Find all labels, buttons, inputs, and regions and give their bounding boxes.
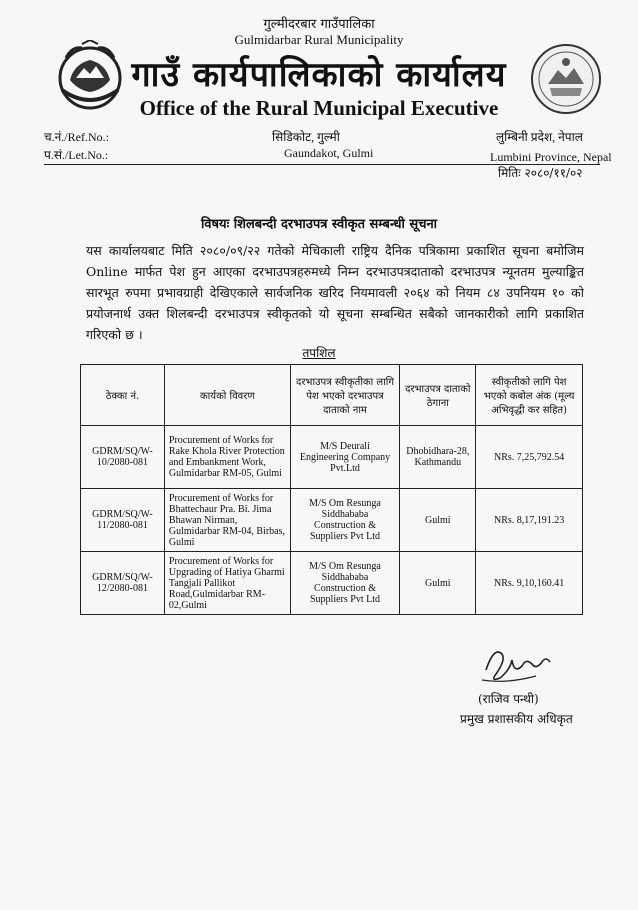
municipality-name-nepali: गुल्मीदरबार गाउँपालिका bbox=[263, 17, 375, 32]
schedule-label: तपशिल bbox=[302, 346, 336, 360]
work-description-cell: Procurement of Works for Upgrading of Hatiya Gharmi Tangjali Pallikot Road,Gulmidarbar RM-02,Gulmi bbox=[164, 552, 290, 615]
office-title-english: Office of the Rural Municipal Executive bbox=[139, 96, 499, 120]
municipality-name-english: Gulmidarbar Rural Municipality bbox=[234, 32, 404, 47]
office-address-english: Gaundakot, Gulmi bbox=[284, 146, 374, 160]
bid-amount-cell: NRs. 9,10,160.41 bbox=[476, 552, 583, 615]
let-no-label: प.सं./Let.No.: bbox=[44, 148, 109, 162]
column-header-work-description: कार्यको विवरण bbox=[164, 365, 290, 426]
work-description-cell: Procurement of Works for Rake Khola River Protection and Embankment Work, Gulmidarbar RM-05, Gulmi bbox=[164, 426, 290, 489]
handwritten-signature bbox=[476, 640, 556, 686]
bidder-address-cell: Dhobidhara-28, Kathmandu bbox=[400, 426, 476, 489]
notice-subject: विषयः शिलबन्दी दरभाउपत्र स्वीकृत सम्बन्धी सूचना bbox=[200, 217, 438, 232]
bidder-name-cell: M/S Om Resunga Siddhababa Construction & Suppliers Pvt Ltd bbox=[290, 552, 400, 615]
contract-no-cell: GDRM/SQ/W-10/2080-081 bbox=[81, 426, 165, 489]
contract-no-cell: GDRM/SQ/W-12/2080-081 bbox=[81, 552, 165, 615]
column-header-contract-no: ठेक्का नं. bbox=[81, 365, 165, 426]
bidder-address-cell: Gulmi bbox=[400, 552, 476, 615]
bidder-address-cell: Gulmi bbox=[400, 489, 476, 552]
table-header-row bbox=[81, 365, 583, 426]
contract-no-cell: GDRM/SQ/W-11/2080-081 bbox=[81, 489, 165, 552]
signatory-name: (राजिव पन्थी) bbox=[478, 692, 539, 706]
bid-amount-cell: NRs. 8,17,191.23 bbox=[476, 489, 583, 552]
bidder-name-cell: M/S Deurali Engineering Company Pvt.Ltd bbox=[290, 426, 400, 489]
province-nepali: लुम्बिनी प्रदेश, नेपाल bbox=[496, 130, 583, 144]
office-address-nepali: सिडिकोट, गुल्मी bbox=[272, 130, 340, 144]
signatory-title: प्रमुख प्रशासकीय अधिकृत bbox=[460, 712, 573, 726]
column-header-bidder-address: दरभाउपत्र दाताको ठेगाना bbox=[400, 365, 476, 426]
notice-body: यस कार्यालयबाट मिति २०८०/०९/२२ गतेको मेचिकाली राष्ट्रिय दैनिक पत्रिकामा प्रकाशित सूचना बमोजिम Online मार्फत पेश हुन आएका दरभाउपत्रहरुमध्ये निम्न दरभाउपत्रदाताको दरभाउपत्र न्यूनतम मुल्याङ्कित सारभूत रुपमा प्रभावग्राही देखिएकाले सार्वजनिक खरिद नियमावली २०६४ को नियम ८४ उपनियम १० को प्रयोजनार्थ उक्त शिलबन्दी दरभाउपत्र स्वीकृतको यो सूचना सम्बन्धित सबैको जानकारीको लागि प्रकाशित गरिएको छ । bbox=[86, 243, 584, 342]
table-row bbox=[81, 489, 583, 552]
table-row bbox=[81, 426, 583, 489]
province-english: Lumbini Province, Nepal bbox=[490, 150, 612, 164]
table-row bbox=[81, 552, 583, 615]
work-description-cell: Procurement of Works for Bhattechaur Pra. Bi. Jima Bhawan Nirman, Gulmidarbar RM-04, Birbas, Gulmi bbox=[164, 489, 290, 552]
bid-approval-table bbox=[80, 364, 583, 615]
bid-amount-cell: NRs. 7,25,792.54 bbox=[476, 426, 583, 489]
bidder-name-cell: M/S Om Resunga Siddhababa Construction & Suppliers Pvt Ltd bbox=[290, 489, 400, 552]
ref-no-label: च.नं./Ref.No.: bbox=[44, 130, 109, 144]
office-title-nepali: गाउँ कार्यपालिकाको कार्यालय bbox=[131, 55, 507, 95]
column-header-bid-amount: स्वीकृतीको लागि पेश भएको कबोल अंक (मूल्य अभिवृद्धी कर सहित) bbox=[476, 365, 583, 426]
column-header-bidder-name: दरभाउपत्र स्वीकृतीका लागि पेश भएको दरभाउपत्र दाताको नाम bbox=[290, 365, 400, 426]
document-date: मितिः २०८०/११/०२ bbox=[498, 166, 583, 180]
